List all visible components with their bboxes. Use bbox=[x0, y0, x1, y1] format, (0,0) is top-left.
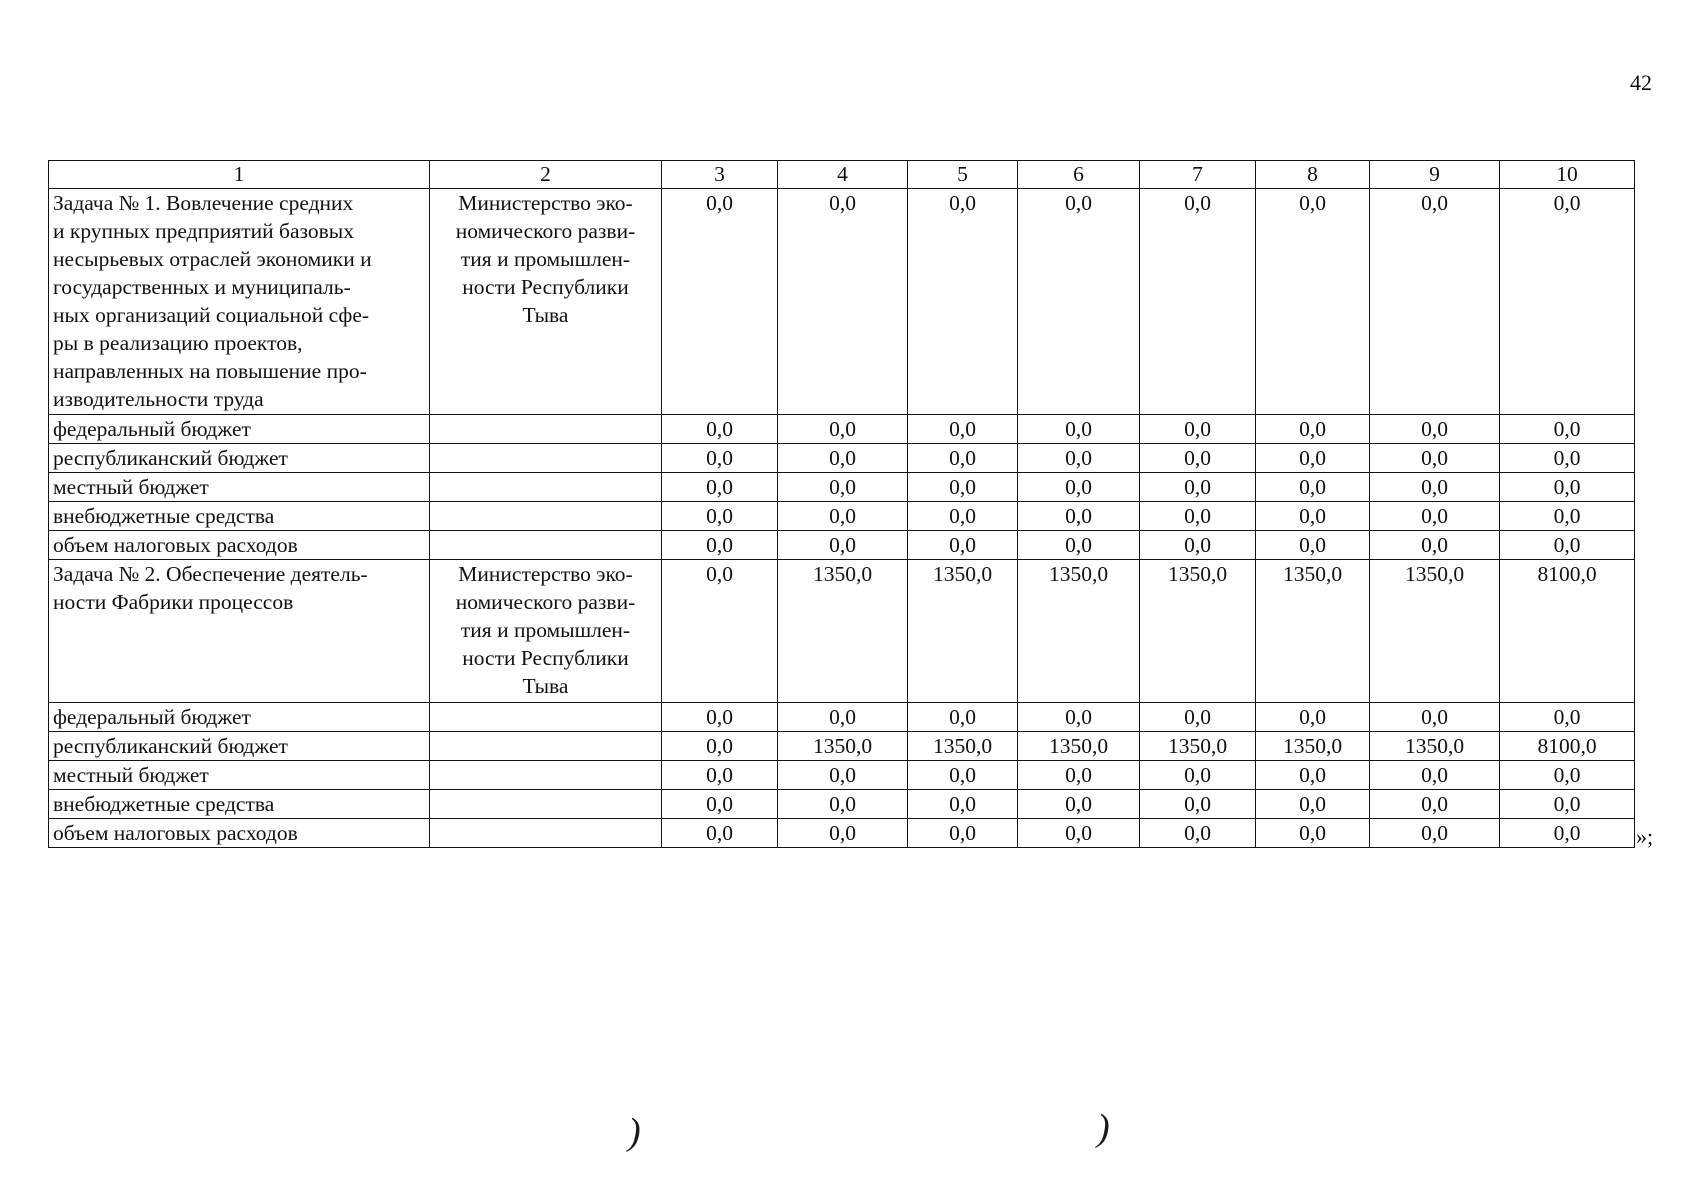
empty-cell bbox=[430, 473, 662, 502]
responsible-executor-line: Министерство эко- bbox=[458, 191, 633, 215]
value-cell: 0,0 bbox=[1500, 819, 1635, 848]
value-cell: 0,0 bbox=[1018, 502, 1140, 531]
value-cell: 0,0 bbox=[1370, 502, 1500, 531]
task-title-line: ности Фабрики процессов bbox=[53, 590, 294, 614]
responsible-executor-line: ности Республики bbox=[462, 275, 629, 299]
responsible-executor bbox=[430, 189, 662, 415]
funding-source-label: внебюджетные средства bbox=[49, 790, 430, 819]
value-cell: 0,0 bbox=[662, 703, 778, 732]
funding-source-row bbox=[49, 790, 1635, 819]
responsible-executor-line: Министерство эко- bbox=[458, 562, 633, 586]
value-cell: 0,0 bbox=[1256, 415, 1370, 444]
value-cell: 0,0 bbox=[908, 531, 1018, 560]
value-cell: 0,0 bbox=[1256, 189, 1370, 415]
value-cell: 0,0 bbox=[778, 502, 908, 531]
column-header: 6 bbox=[1018, 161, 1140, 189]
value-cell: 8100,0 bbox=[1500, 732, 1635, 761]
responsible-executor-line: тия и промышлен- bbox=[460, 247, 631, 271]
value-cell: 0,0 bbox=[1370, 761, 1500, 790]
task-title-line: изводительности труда bbox=[53, 387, 264, 411]
value-cell: 1350,0 bbox=[1370, 732, 1500, 761]
task-row bbox=[49, 189, 1635, 415]
empty-cell bbox=[430, 415, 662, 444]
value-cell: 0,0 bbox=[1018, 531, 1140, 560]
value-cell: 0,0 bbox=[1370, 415, 1500, 444]
value-cell: 0,0 bbox=[1370, 703, 1500, 732]
value-cell: 0,0 bbox=[1140, 531, 1256, 560]
value-cell: 0,0 bbox=[908, 444, 1018, 473]
value-cell: 1350,0 bbox=[1018, 560, 1140, 703]
task-title bbox=[49, 560, 430, 703]
responsible-executor-line: номического разви- bbox=[455, 219, 636, 243]
value-cell: 0,0 bbox=[778, 415, 908, 444]
responsible-executor-line: номического разви- bbox=[455, 590, 636, 614]
value-cell: 0,0 bbox=[662, 531, 778, 560]
value-cell: 0,0 bbox=[778, 189, 908, 415]
funding-source-label: местный бюджет bbox=[49, 761, 430, 790]
value-cell: 1350,0 bbox=[908, 732, 1018, 761]
empty-cell bbox=[430, 531, 662, 560]
column-header: 8 bbox=[1256, 161, 1370, 189]
value-cell: 0,0 bbox=[1370, 531, 1500, 560]
column-header: 10 bbox=[1500, 161, 1635, 189]
value-cell: 0,0 bbox=[1256, 444, 1370, 473]
budget-table-body bbox=[49, 189, 1635, 848]
value-cell: 0,0 bbox=[778, 703, 908, 732]
funding-source-label: федеральный бюджет bbox=[49, 415, 430, 444]
value-cell: 0,0 bbox=[1018, 473, 1140, 502]
value-cell: 0,0 bbox=[1370, 790, 1500, 819]
task-title-line: и крупных предприятий базовых bbox=[53, 219, 354, 243]
value-cell: 1350,0 bbox=[1370, 560, 1500, 703]
value-cell: 0,0 bbox=[662, 819, 778, 848]
value-cell: 0,0 bbox=[1500, 790, 1635, 819]
responsible-executor-line: тия и промышлен- bbox=[460, 618, 631, 642]
value-cell: 0,0 bbox=[908, 473, 1018, 502]
value-cell: 0,0 bbox=[908, 819, 1018, 848]
empty-cell bbox=[430, 444, 662, 473]
value-cell: 0,0 bbox=[662, 790, 778, 819]
value-cell: 0,0 bbox=[1256, 531, 1370, 560]
value-cell: 0,0 bbox=[1500, 415, 1635, 444]
value-cell: 0,0 bbox=[908, 761, 1018, 790]
task-title-line: ры в реализацию проектов, bbox=[53, 331, 303, 355]
column-header: 9 bbox=[1370, 161, 1500, 189]
value-cell: 0,0 bbox=[1018, 819, 1140, 848]
empty-cell bbox=[430, 819, 662, 848]
value-cell: 0,0 bbox=[1370, 473, 1500, 502]
handwritten-mark: ) bbox=[1097, 1107, 1110, 1149]
column-header: 1 bbox=[49, 161, 430, 189]
value-cell: 0,0 bbox=[662, 444, 778, 473]
value-cell: 0,0 bbox=[778, 444, 908, 473]
value-cell: 0,0 bbox=[778, 531, 908, 560]
value-cell: 0,0 bbox=[1018, 415, 1140, 444]
responsible-executor-line: Тыва bbox=[522, 674, 569, 698]
funding-source-label: объем налоговых расходов bbox=[49, 819, 430, 848]
funding-source-row bbox=[49, 819, 1635, 848]
funding-source-label: объем налоговых расходов bbox=[49, 531, 430, 560]
task-title-line: Задача № 1. Вовлечение средних bbox=[53, 191, 354, 215]
value-cell: 0,0 bbox=[1500, 473, 1635, 502]
funding-source-row bbox=[49, 761, 1635, 790]
funding-source-row bbox=[49, 502, 1635, 531]
task-title-line: несырьевых отраслей экономики и bbox=[53, 247, 372, 271]
value-cell: 0,0 bbox=[1500, 189, 1635, 415]
value-cell: 1350,0 bbox=[1018, 732, 1140, 761]
value-cell: 8100,0 bbox=[1500, 560, 1635, 703]
funding-source-row bbox=[49, 415, 1635, 444]
value-cell: 0,0 bbox=[662, 560, 778, 703]
value-cell: 0,0 bbox=[1256, 502, 1370, 531]
value-cell: 0,0 bbox=[778, 473, 908, 502]
value-cell: 1350,0 bbox=[908, 560, 1018, 703]
task-title-line: Задача № 2. Обеспечение деятель- bbox=[53, 562, 368, 586]
task-title bbox=[49, 189, 430, 415]
value-cell: 0,0 bbox=[1256, 819, 1370, 848]
task-title-line: ных организаций социальной сфе- bbox=[53, 303, 370, 327]
task-title-line: государственных и муниципаль- bbox=[53, 275, 351, 299]
funding-source-label: местный бюджет bbox=[49, 473, 430, 502]
empty-cell bbox=[430, 732, 662, 761]
header-row bbox=[49, 161, 1635, 189]
value-cell: 0,0 bbox=[1018, 444, 1140, 473]
value-cell: 0,0 bbox=[908, 790, 1018, 819]
value-cell: 0,0 bbox=[778, 819, 908, 848]
empty-cell bbox=[430, 703, 662, 732]
responsible-executor bbox=[430, 560, 662, 703]
value-cell: 0,0 bbox=[1256, 761, 1370, 790]
value-cell: 0,0 bbox=[1370, 819, 1500, 848]
funding-source-row bbox=[49, 531, 1635, 560]
value-cell: 0,0 bbox=[1140, 819, 1256, 848]
value-cell: 0,0 bbox=[1140, 502, 1256, 531]
value-cell: 0,0 bbox=[1018, 790, 1140, 819]
empty-cell bbox=[430, 502, 662, 531]
value-cell: 1350,0 bbox=[778, 732, 908, 761]
value-cell: 0,0 bbox=[1140, 415, 1256, 444]
value-cell: 0,0 bbox=[1140, 703, 1256, 732]
empty-cell bbox=[430, 761, 662, 790]
value-cell: 0,0 bbox=[1500, 444, 1635, 473]
value-cell: 0,0 bbox=[908, 415, 1018, 444]
value-cell: 1350,0 bbox=[1256, 560, 1370, 703]
funding-source-label: внебюджетные средства bbox=[49, 502, 430, 531]
value-cell: 1350,0 bbox=[1256, 732, 1370, 761]
column-header: 5 bbox=[908, 161, 1018, 189]
value-cell: 0,0 bbox=[1018, 703, 1140, 732]
responsible-executor-line: ности Республики bbox=[462, 646, 629, 670]
value-cell: 0,0 bbox=[908, 502, 1018, 531]
funding-source-label: федеральный бюджет bbox=[49, 703, 430, 732]
value-cell: 0,0 bbox=[662, 502, 778, 531]
value-cell: 0,0 bbox=[1256, 703, 1370, 732]
value-cell: 0,0 bbox=[908, 703, 1018, 732]
value-cell: 0,0 bbox=[1140, 761, 1256, 790]
funding-source-row bbox=[49, 703, 1635, 732]
value-cell: 0,0 bbox=[778, 761, 908, 790]
value-cell: 1350,0 bbox=[1140, 560, 1256, 703]
value-cell: 0,0 bbox=[1140, 444, 1256, 473]
page-number: 42 bbox=[1630, 70, 1652, 95]
value-cell: 0,0 bbox=[908, 189, 1018, 415]
value-cell: 1350,0 bbox=[778, 560, 908, 703]
empty-cell bbox=[430, 790, 662, 819]
value-cell: 0,0 bbox=[1370, 444, 1500, 473]
value-cell: 0,0 bbox=[1500, 761, 1635, 790]
budget-table bbox=[48, 160, 1635, 848]
value-cell: 0,0 bbox=[1500, 531, 1635, 560]
value-cell: 0,0 bbox=[1018, 761, 1140, 790]
funding-source-label: республиканский бюджет bbox=[49, 732, 430, 761]
value-cell: 0,0 bbox=[662, 189, 778, 415]
responsible-executor-line: Тыва bbox=[522, 303, 569, 327]
funding-source-row bbox=[49, 444, 1635, 473]
value-cell: 0,0 bbox=[1140, 189, 1256, 415]
value-cell: 0,0 bbox=[1140, 790, 1256, 819]
closing-quote: »; bbox=[1636, 824, 1654, 849]
value-cell: 0,0 bbox=[1256, 790, 1370, 819]
value-cell: 0,0 bbox=[662, 415, 778, 444]
funding-source-row bbox=[49, 732, 1635, 761]
column-header: 4 bbox=[778, 161, 908, 189]
handwritten-mark: ) bbox=[628, 1111, 641, 1153]
value-cell: 0,0 bbox=[1256, 473, 1370, 502]
value-cell: 0,0 bbox=[662, 732, 778, 761]
column-header: 7 bbox=[1140, 161, 1256, 189]
task-row bbox=[49, 560, 1635, 703]
task-title-line: направленных на повышение про- bbox=[53, 359, 367, 383]
value-cell: 0,0 bbox=[662, 473, 778, 502]
column-header: 2 bbox=[430, 161, 662, 189]
value-cell: 0,0 bbox=[1018, 189, 1140, 415]
funding-source-label: республиканский бюджет bbox=[49, 444, 430, 473]
value-cell: 0,0 bbox=[662, 761, 778, 790]
funding-source-row bbox=[49, 473, 1635, 502]
value-cell: 0,0 bbox=[1500, 703, 1635, 732]
value-cell: 1350,0 bbox=[1140, 732, 1256, 761]
value-cell: 0,0 bbox=[1140, 473, 1256, 502]
value-cell: 0,0 bbox=[1370, 189, 1500, 415]
value-cell: 0,0 bbox=[1500, 502, 1635, 531]
value-cell: 0,0 bbox=[778, 790, 908, 819]
column-header: 3 bbox=[662, 161, 778, 189]
